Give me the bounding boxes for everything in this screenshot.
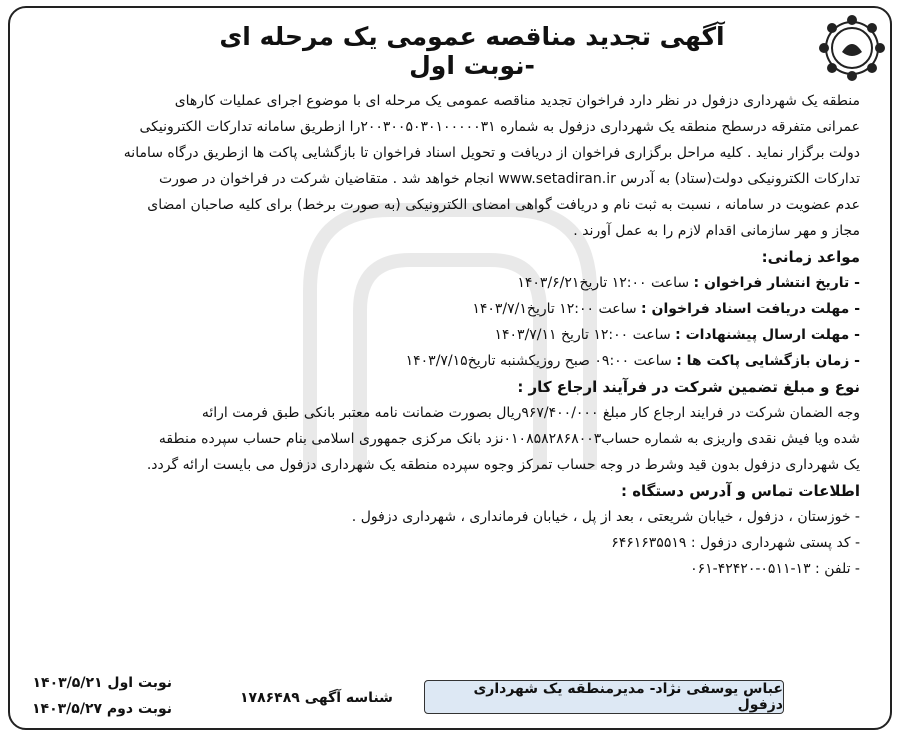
notice-id-label: شناسه آگهی [304, 690, 393, 706]
notice-id [240, 690, 393, 706]
phone-label: - تلفن : [815, 561, 860, 577]
intro-line: منطقه یک شهرداری دزفول در نظر دارد فراخوان تجدید مناقصه عمومی یک مرحله ای با موضوع اجرای عملیات کارهای [174, 93, 860, 109]
contact-phone [28, 556, 860, 582]
schedule-item-value: ساعت ۱۲:۰۰ تاریخ۱۴۰۳/۷/۱ [472, 301, 642, 317]
postal-value: ۶۴۶۱۶۳۵۵۱۹ [611, 535, 691, 551]
intro-line: عدم عضویت در سامانه ، نسبت به ثبت نام و دریافت گواهی امضای الکترونیکی (به صورت برخط) برای کلیه صاحبان امضای [147, 197, 860, 213]
intro-line: تدارکات الکترونیکی دولت(ستاد) به آدرس www.setadiran.ir انجام خواهد شد . متقاضیان شرکت در فراخوان در صورت [158, 171, 860, 187]
phone-value: ۱۳-۰۵۱۱-۴۲۴۲۰-۰۶۱ [690, 561, 816, 577]
guarantee-line: وجه الضمان شرکت در فرایند ارجاع کار مبلغ ۹۶۷/۴۰۰/۰۰۰ریال بصورت ضمانت نامه معتبر بانکی طبق فرمت ارائه [201, 405, 860, 421]
schedule-item-label: - مهلت دریافت اسناد فراخوان : [641, 301, 860, 317]
intro-paragraph [28, 88, 860, 244]
postal-label: - کد پستی شهرداری دزفول : [690, 535, 860, 551]
intro-line: عمرانی متفرقه درسطح منطقه یک شهرداری دزفول به شماره ۲۰۰۳۰۰۵۰۳۰۱۰۰۰۰۰۳۱را ازطریق سامانه تدارکات الکترونیکی [139, 119, 860, 135]
schedule-item-value: ساعت ۱۲:۰۰ تاریخ۱۴۰۳/۶/۲۱ [517, 275, 694, 291]
contact-postal [28, 530, 860, 556]
guarantee-line: شده ویا فیش نقدی واریزی به شماره حساب۰۱۰۸۵۸۲۸۶۸۰۰۳نزد بانک مرکزی جمهوری اسلامی بنام حساب سپرده منطقه [158, 431, 860, 447]
schedule-item-label: - مهلت ارسال پیشنهادات : [675, 327, 860, 343]
first-round-date: نوبت اول ۱۴۰۳/۵/۲۱ [32, 675, 173, 691]
publication-dates [32, 670, 172, 722]
signatory-box [424, 680, 784, 714]
schedule-item [28, 322, 860, 348]
signatory-name: عباس یوسفی نژاد- مدیرمنطقه یک شهرداری دزفول [473, 681, 783, 713]
notice-id-value: ۱۷۸۶۴۸۹ [240, 690, 300, 706]
schedule-item [28, 270, 860, 296]
schedule-item [28, 348, 860, 374]
schedule-item-label: - زمان بازگشایی پاکت ها : [676, 353, 860, 369]
schedule-item-value: ساعت ۱۲:۰۰ تاریخ ۱۴۰۳/۷/۱۱ [494, 327, 676, 343]
schedule-item-label: - تاریخ انتشار فراخوان : [693, 275, 860, 291]
schedule-item-value: ساعت ۰۹:۰۰ صبح روزیکشنبه تاریخ۱۴۰۳/۷/۱۵ [405, 353, 677, 369]
contact-address: - خوزستان ، دزفول ، خیابان شریعتی ، بعد از پل ، خیابان فرمانداری ، شهرداری دزفول . [351, 509, 860, 525]
intro-line: مجاز و مهر سازمانی اقدام لازم را به عمل آورند . [573, 223, 860, 239]
guarantee-line: یک شهرداری دزفول بدون قید وشرط در وجه حساب تمرکز وجوه سپرده منطقه یک شهرداری دزفول می بایست ارائه گردد. [146, 457, 860, 473]
guarantee-heading: نوع و مبلغ تضمین شرکت در فرآیند ارجاع کار : [517, 378, 860, 396]
second-round-date: نوبت دوم ۱۴۰۳/۵/۲۷ [32, 701, 173, 717]
intro-line: دولت برگزار نماید . کلیه مراحل برگزاری فراخوان از دریافت و تحویل اسناد فراخوان تا بازگشایی پاکت ها ازطریق درگاه سامانه [123, 145, 860, 161]
notice-title: آگهی تجدید مناقصه عمومی یک مرحله ای -نوبت اول [219, 22, 725, 80]
contact-heading: اطلاعات تماس و آدرس دستگاه : [620, 482, 860, 500]
schedule-heading: مواعد زمانی: [761, 248, 860, 266]
schedule-item [28, 296, 860, 322]
notice-body [28, 88, 860, 582]
municipality-logo-icon [816, 12, 888, 84]
